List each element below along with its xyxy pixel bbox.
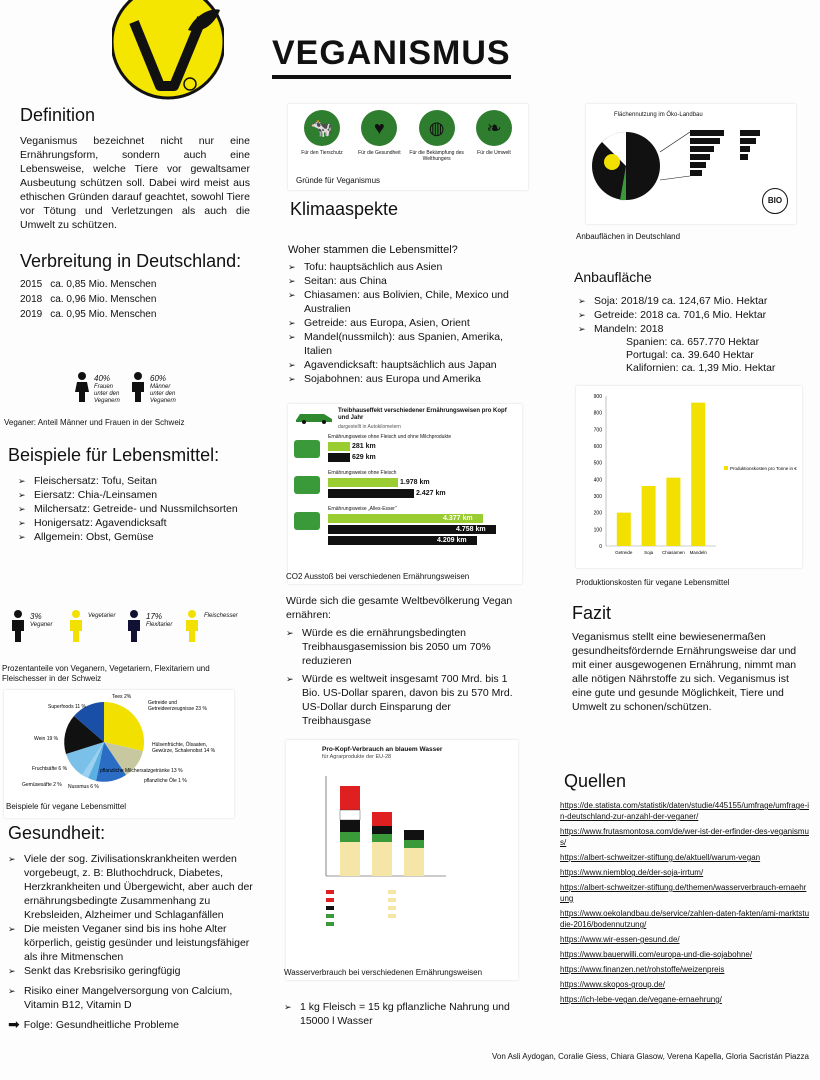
verbreitung-heading: Verbreitung in Deutschland: [20, 251, 242, 271]
table-row [20, 278, 164, 293]
flaeche-chart [568, 104, 808, 244]
pie-svg [4, 690, 234, 800]
person-figure [68, 610, 124, 650]
definition-heading: Definition [20, 105, 96, 125]
icon-row [294, 110, 522, 170]
person-icon [10, 610, 26, 642]
gruende-panel [288, 104, 528, 190]
source-link[interactable]: https://www.oekolandbau.de/service/zahlen-daten-fakten/ami-marktstudie-2016/bodennutzung/ [560, 909, 810, 929]
co2-bar [328, 536, 477, 545]
pie-caption: Beispiele für vegane Lebensmittel [6, 802, 127, 811]
gruende-label: Für die Umwelt [477, 150, 511, 156]
x-tick-label: Mandeln [689, 550, 707, 555]
pie-label-huelsen: Hülsenfrüchte, Ölsaaten, [152, 742, 208, 748]
list-item: ➢ Seitan: aus China [288, 274, 528, 288]
prod-chart [566, 386, 810, 592]
food-icon [294, 476, 320, 494]
y-tick-label: 600 [593, 444, 602, 450]
list-item: ➢ Fleischersatz: Tofu, Seitan [18, 474, 254, 488]
gruende-item [294, 110, 350, 170]
table-row [20, 293, 164, 308]
person-label: Vegetarier [88, 613, 116, 619]
wasser-caption: Wasserverbrauch bei verschiedenen Ernährungsweisen [284, 968, 483, 977]
wasser-bar-1 [340, 786, 360, 876]
folge-text: Folge: Gesundheitliche Probleme [23, 1018, 179, 1031]
person-label: Flexitarier [146, 622, 173, 628]
definition-text: Veganismus bezeichnet nicht nur eine Ernährungsform, sondern auch eine Lebensweise, welche Tiere vor gewaltsamer Ausbeutung schützen soll. Dabei wird meist aus ethischen Gründen darauf geachtet, sowohl Tiere vor Tötung und Verletzungen als auch die Umwelt zu schützen. [20, 135, 250, 231]
poster-title: VEGANISMUS [272, 34, 511, 79]
prod-caption: Produktionskosten für vegane Lebensmittel [576, 578, 730, 587]
bar [666, 478, 680, 546]
person-stat [88, 612, 115, 621]
source-link[interactable]: https://www.skopos-group.de/ [560, 980, 665, 989]
list-item: Kalifornien: ca. 1,39 Mio. Hektar [626, 362, 776, 374]
source-link[interactable]: https://www.bauerwilli.com/europa-und-die-sojabohne/ [560, 950, 753, 959]
male-label: Männer unter den Veganern [150, 384, 176, 404]
pie-label-getreide: Getreide und [148, 700, 177, 706]
co2-caption: CO2 Ausstoß bei verschiedenen Ernährungsweisen [286, 572, 470, 581]
anbau-sublist [574, 336, 814, 375]
definition-section [20, 104, 250, 232]
gender-caption: Veganer: Anteil Männer und Frauen in der Schweiz [4, 418, 185, 427]
verbreitung-table [20, 278, 164, 323]
quellen-links [560, 800, 810, 1005]
source-link[interactable]: https://de.statista.com/statistik/daten/studie/445155/umfrage/umfrage-in-deutschland-zur-anzahl-der-veganer/ [560, 801, 810, 821]
bar [691, 403, 705, 546]
co2-group-label: Ernährungsweise ohne Fleisch und ohne Milchprodukte [328, 434, 452, 440]
welt-list [286, 626, 522, 728]
flaeche-title: Flächennutzung im Öko-Landbau [614, 112, 703, 118]
source-link[interactable]: https://albert-schweitzer-stiftung.de/themen/wasserverbrauch-ernaehrung [560, 883, 807, 903]
female-stat [94, 374, 126, 405]
bio-badge: BIO [762, 188, 788, 214]
y-tick-label: 800 [593, 410, 602, 417]
prozent-figure [2, 596, 242, 686]
gesundheit-list [8, 852, 258, 1012]
co2-group [292, 434, 518, 462]
arrow-icon: ➡ [8, 1016, 20, 1032]
gruende-item [409, 110, 465, 170]
pie-label-superfoods: Superfoods 11 % [48, 704, 86, 710]
gesundheit-heading: Gesundheit: [8, 823, 106, 843]
list-item: ➢ Honigersatz: Agavendicksaft [18, 516, 254, 530]
year-cell: 2019 [20, 309, 43, 320]
source-link[interactable]: https://albert-schweitzer-stiftung.de/aktuell/warum-vegan [560, 853, 761, 862]
co2-groups [292, 434, 518, 553]
person-icon [68, 610, 84, 642]
heart-icon: ♥ [361, 110, 397, 146]
anbau-heading: Anbaufläche [574, 269, 652, 285]
list-item: ➢ Chiasamen: aus Bolivien, Chile, Mexico und Australien [288, 288, 528, 316]
flaeche-svg [590, 122, 790, 222]
gruende-item [466, 110, 522, 170]
woher-list [288, 260, 528, 386]
pie-label-huelsen-2: Gewürze, Schalenobst 14 % [152, 748, 216, 754]
prozent-caption: Prozentanteile von Veganern, Vegetariern, Flexitariern und Fleischesser in der Schweiz [2, 664, 210, 683]
source-link[interactable]: https://www.finanzen.net/rohstoffe/weizenpreis [560, 965, 725, 974]
cow-icon: 🐄 [304, 110, 340, 146]
quellen-section [560, 770, 810, 1009]
co2-bar [328, 442, 376, 451]
female-pct: 40% [94, 374, 111, 383]
value-cell: ca. 0,96 Mio. Menschen [50, 294, 157, 305]
wasser-svg [296, 766, 506, 956]
wasser-subtitle: für Agrarprodukte der EU-28 [322, 754, 392, 760]
fazit-heading: Fazit [572, 603, 612, 623]
gruende-label: Für den Tierschutz [301, 150, 343, 156]
co2-group [292, 506, 518, 545]
quellen-heading: Quellen [564, 771, 627, 791]
y-tick-label: 200 [593, 510, 602, 517]
gruende-label: Für die Bekämpfung des Welthungers [409, 150, 464, 162]
table-row [20, 308, 164, 323]
gruende-label: Für die Gesundheit [358, 150, 401, 156]
y-tick-label: 500 [593, 460, 602, 467]
beispiele-heading: Beispiele für Lebensmittel: [8, 445, 220, 465]
co2-group-label: Ernährungsweise ohne Fleisch [328, 470, 397, 476]
legend-swatch [724, 466, 728, 470]
beispiele-section [4, 444, 254, 544]
pie-label-oele: pflanzliche Öle 1 % [144, 778, 187, 784]
co2-bar [328, 525, 496, 534]
co2-bar-label: 281 km [352, 443, 376, 450]
person-label: Fleischesser [204, 613, 238, 619]
pie-chart [4, 690, 234, 818]
car-icon [294, 410, 334, 429]
pie-label-getreide-2: Getreideerzeugnisse 23 % [148, 706, 207, 712]
beispiele-list [4, 474, 254, 544]
wasser-chart [286, 740, 518, 980]
wasser-bar-3 [404, 830, 424, 876]
male-stat [150, 374, 182, 405]
source-link[interactable]: https://www.frutasmontosa.com/de/wer-ist-der-erfinder-des-veganismus/ [560, 827, 809, 847]
woher-section [288, 244, 528, 386]
co2-bar-label: 1.978 km [400, 479, 430, 486]
source-link[interactable]: https://ich-lebe-vegan.de/vegane-ernaehrung/ [560, 995, 722, 1004]
list-item: ➢ Mandeln: 2018 [578, 322, 814, 336]
year-cell: 2015 [20, 279, 43, 290]
gender-figure [4, 360, 230, 430]
co2-bar [328, 453, 376, 462]
food-icon [294, 512, 320, 530]
co2-bar [328, 489, 446, 498]
person-stat [146, 612, 172, 630]
flaeche-panel [586, 104, 796, 224]
pie-label-wein: Wein 19 % [34, 736, 59, 742]
x-tick-label: Soja [644, 550, 654, 555]
source-link[interactable]: https://www.niemblog.de/der-soja-irrtum/ [560, 868, 704, 877]
person-icon [184, 610, 200, 642]
person-pct: 17% [146, 612, 163, 621]
co2-bar [328, 514, 483, 523]
fleisch-list [284, 1000, 514, 1028]
wasser-bar-2 [372, 812, 392, 876]
pie-label-frucht: Fruchtsäfte 6 % [32, 766, 68, 772]
list-item: ➢ Milchersatz: Getreide- und Nussmilchsorten [18, 502, 254, 516]
fleisch-section [284, 1000, 514, 1028]
person-icon [126, 610, 142, 642]
co2-bar-label: 2.427 km [416, 490, 446, 497]
list-item: ➢ Würde es die ernährungsbedingten Treibhausgasemission bis 2050 um 70% reduzieren [286, 626, 522, 668]
list-item: ➢ Sojabohnen: aus Europa und Amerika [288, 372, 528, 386]
list-item: ➢ 1 kg Fleisch = 15 kg pflanzliche Nahrung und 15000 l Wasser [284, 1000, 514, 1028]
list-item: Spanien: ca. 657.770 Hektar [626, 336, 760, 348]
figure-row [10, 610, 240, 650]
male-icon [130, 372, 146, 407]
list-item: ➢ Getreide: 2018 ca. 701,6 Mio. Hektar [578, 308, 814, 322]
person-figure [184, 610, 240, 650]
bar [642, 486, 656, 546]
gruende-item [351, 110, 407, 170]
folge-line [8, 1016, 258, 1033]
welt-intro: Würde sich die gesamte Weltbevölkerung Vegan ernähren: [286, 595, 513, 621]
person-label: Veganer [30, 622, 53, 628]
y-tick-label: 0 [599, 544, 602, 550]
male-pct: 60% [150, 374, 167, 383]
fazit-section [572, 602, 808, 714]
list-item: ➢ Würde es weltweit insgesamt 700 Mrd. bis 1 Bio. US-Dollar sparen, davon bis zu 570 Mrd. US-Dollar durch Einsparung der Treibhausgase [286, 672, 522, 728]
gesundheit-section [8, 822, 258, 1033]
pie-label-gemuese: Gemüsesäfte 2 % [22, 782, 62, 788]
list-item: ➢ Agavendicksaft: hauptsächlich aus Japan [288, 358, 528, 372]
anbau-list [574, 294, 814, 336]
y-tick-label: 900 [593, 394, 602, 400]
person-figure [126, 610, 182, 650]
co2-chart [288, 404, 522, 584]
pie-label-nussmus: Nussmus 6 % [68, 784, 99, 790]
female-icon [74, 372, 90, 407]
co2-bar-label: 629 km [352, 454, 376, 461]
person-pct: 3% [30, 612, 42, 621]
value-cell: ca. 0,95 Mio. Menschen [50, 309, 157, 320]
flaeche-caption: Anbauflächen in Deutschland [576, 232, 681, 241]
food-icon [294, 440, 320, 458]
list-item: ➢ Viele der sog. Zivilisationskrankheiten werden vorgebeugt, z. B: Bluthochdruck, Diabetes, Herzkrankheiten und Übergewicht, aber auch der ernährungsbedingte Zusammenhang zu Krebsleiden, Alzheimer und Schlaganfällen [8, 852, 258, 922]
list-item: ➢ Getreide: aus Europa, Asien, Orient [288, 316, 528, 330]
co2-bar-label: 4.209 km [437, 537, 467, 544]
list-item: ➢ Soja: 2018/19 ca. 124,67 Mio. Hektar [578, 294, 814, 308]
co2-subtitle: dargestellt in Autokilometern [338, 424, 401, 430]
list-item: Portugal: ca. 39.640 Hektar [626, 349, 754, 361]
x-tick-label: Chiasamen [662, 550, 685, 555]
y-tick-label: 100 [593, 527, 602, 534]
authors: Von Asli Aydogan, Coralie Giess, Chiara Glasow, Verena Kapella, Gloria Sacristán Piazza [492, 1052, 809, 1061]
list-item: ➢ Eiersatz: Chia-/Leinsamen [18, 488, 254, 502]
wasser-title: Pro-Kopf-Verbrauch an blauem Wasser [322, 746, 443, 753]
co2-group-label: Ernährungsweise „Alles-Esser“ [328, 506, 397, 512]
leaf-icon: ❧ [476, 110, 512, 146]
wasser-legend [326, 890, 396, 926]
list-item: ➢ Risiko einer Mangelversorgung von Calcium, Vitamin B12, Vitamin D [8, 984, 258, 1012]
list-item: ➢ Senkt das Krebsrisiko geringfügig [8, 964, 258, 978]
list-item: ➢ Allgemein: Obst, Gemüse [18, 530, 254, 544]
klima-heading: Klimaaspekte [290, 199, 399, 219]
y-tick-label: 300 [593, 494, 602, 500]
gruende-caption: Gründe für Veganismus [296, 176, 381, 185]
prod-panel [576, 386, 802, 568]
y-tick-label: 400 [593, 477, 602, 484]
y-tick-label: 700 [593, 427, 602, 434]
anbau-section [574, 266, 814, 375]
year-cell: 2018 [20, 294, 43, 305]
legend-label: Produktionskosten pro Tonne in € [730, 466, 797, 471]
person-figure [10, 610, 66, 650]
fazit-text: Veganismus stellt eine bewiesenermaßen gesundheitsfördernde Ernährungsweise dar und mit einer ausgewogenen Ernährung, nimmt man alle nötigen Nährstoffe zu sich. Veganismus ist eine gute und gesunde Möglichkeit, Tiere und Umwelt zu schonen/schützen. [572, 631, 797, 713]
person-stat [30, 612, 52, 630]
co2-group [292, 470, 518, 498]
woher-heading: Woher stammen die Lebensmittel? [288, 244, 458, 256]
co2-title: Treibhauseffekt verschiedener Ernährungsweisen pro Kopf und Jahr [338, 408, 507, 421]
list-item: ➢ Tofu: hauptsächlich aus Asien [288, 260, 528, 274]
co2-bar-label: 4.377 km [443, 515, 473, 522]
globe-icon: ◍ [419, 110, 455, 146]
source-link[interactable]: https://www.wir-essen-gesund.de/ [560, 935, 680, 944]
x-tick-label: Getreide [615, 550, 633, 555]
pie-label-tees: Tees 2% [112, 694, 132, 700]
welt-section [286, 594, 522, 728]
female-label: Frauen unter den Veganern [94, 384, 120, 404]
co2-bar [328, 478, 430, 487]
person-stat [204, 612, 238, 621]
vegan-logo [112, 0, 224, 100]
value-cell: ca. 0,85 Mio. Menschen [50, 279, 157, 290]
pie-label-milch: pflanzliche Milchersatzgetränke 13 % [100, 768, 183, 774]
prod-svg [576, 386, 802, 568]
list-item: ➢ Die meisten Veganer sind bis ins hohe Alter körperlich, geistig gesünder und leistungsfähiger als ihre Mitmenschen [8, 922, 258, 964]
verbreitung-section [20, 250, 260, 323]
bar [617, 513, 631, 546]
list-item: ➢ Mandel(nussmilch): aus Spanien, Amerika, Italien [288, 330, 528, 358]
co2-bar-label: 4.758 km [456, 526, 486, 533]
